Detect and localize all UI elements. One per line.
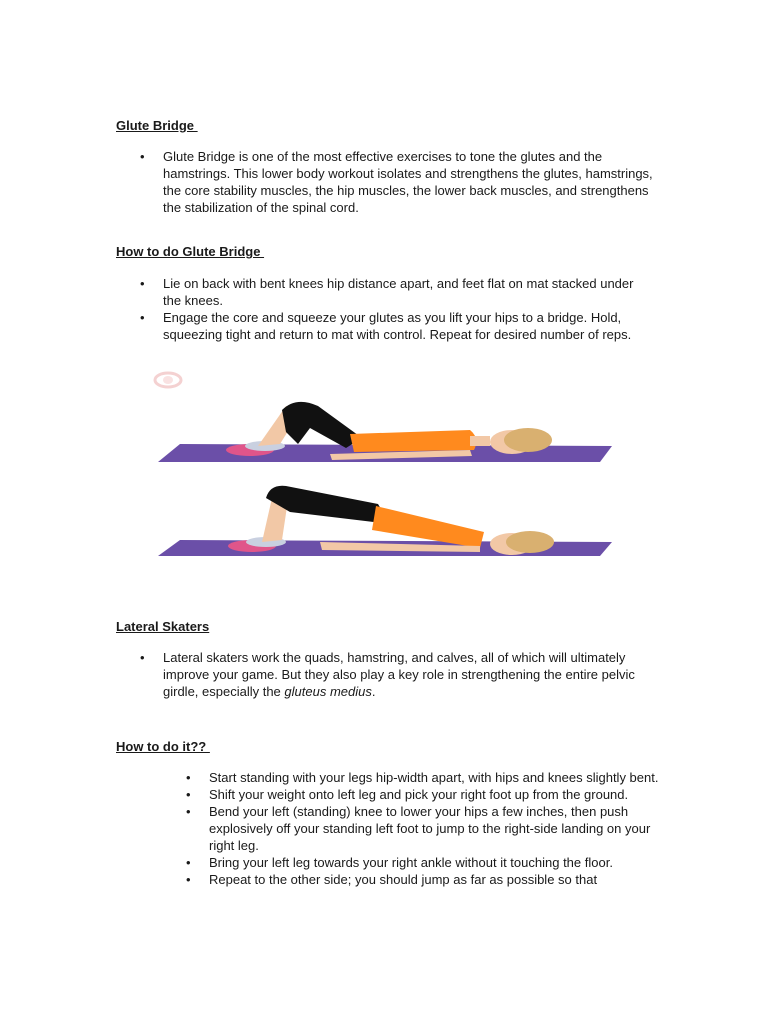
heading-lateral-skaters: Lateral Skaters (116, 619, 210, 634)
bullet-icon: • (140, 310, 145, 325)
list-item: • Start standing with your legs hip-width apart, with hips and knees slightly bent. (186, 770, 659, 785)
glute-bridge-illustration (140, 366, 620, 566)
bullet-icon: • (186, 770, 191, 785)
heading-how-to-glute-bridge: How to do Glute Bridge (116, 244, 265, 259)
heading-glute-bridge: Glute Bridge (116, 118, 198, 133)
exercise-start-position (158, 402, 612, 462)
emphasized-term: gluteus medius (284, 684, 372, 699)
bullet-icon: • (186, 787, 191, 802)
list-item: • Bend your left (standing) knee to lower your hips a few inches, then push explosively off your standing left foot to jump to the right-side landing on your right leg. (186, 804, 651, 853)
list-item: • Bring your left leg towards your right ankle without it touching the floor. (186, 855, 613, 870)
list-item: • Engage the core and squeeze your glutes as you lift your hips to a bridge. Hold, squeezing tight and return to mat with control. Repeat for desired number of reps. (140, 310, 632, 342)
heading-how-to-do-it: How to do it?? (116, 739, 210, 754)
list-item: • Repeat to the other side; you should jump as far as possible so that (186, 872, 598, 887)
bullet-icon: • (186, 872, 191, 887)
list-item: • Lateral skaters work the quads, hamstring, and calves, all of which will ultimately improve your game. But they also play a key role in strengthening the entire pelvic girdle, especially the gluteus medius. (140, 650, 635, 699)
glute-bridge-description-list (140, 148, 663, 216)
watermark-logo (155, 373, 181, 387)
bullet-icon: • (140, 149, 145, 164)
bullet-icon: • (140, 276, 145, 291)
lateral-skaters-description-list (140, 649, 653, 700)
glute-bridge-steps-list (140, 275, 653, 343)
list-item: • Lie on back with bent knees hip distance apart, and feet flat on mat stacked under the knees. (140, 276, 634, 308)
list-item: • Glute Bridge is one of the most effective exercises to tone the glutes and the hamstrings. This lower body workout isolates and strengthens the glutes, hamstrings, the core stability muscles, the hip muscles, the lower back muscles, and strengthens the stabilization of the spinal cord. (140, 149, 653, 215)
lateral-skaters-steps-list (186, 769, 659, 888)
bullet-icon: • (140, 650, 145, 665)
list-item: • Shift your weight onto left leg and pick your right foot up from the ground. (186, 787, 629, 802)
bullet-icon: • (186, 855, 191, 870)
bullet-icon: • (186, 804, 191, 819)
exercise-bridge-position (158, 486, 612, 556)
